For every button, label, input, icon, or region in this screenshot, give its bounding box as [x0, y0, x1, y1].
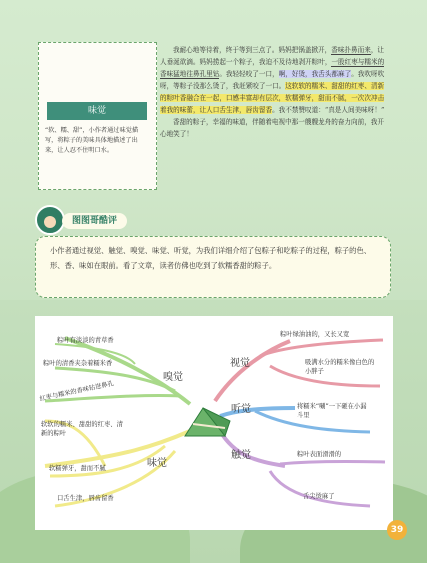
- taste-item: 口舌生津，唇齿留香: [57, 495, 114, 502]
- mind-map: [35, 316, 393, 530]
- essay-text: 。我吹呀吹呀，等粽子没那么烫了，我赶紧咬了一口。: [160, 70, 385, 90]
- smell-item: 粽叶的清香夹杂着糯米香: [43, 360, 113, 367]
- essay-passage: [160, 44, 388, 140]
- avatar-icon: [35, 205, 65, 235]
- branch-hearing-label: 听觉: [231, 404, 251, 415]
- smell-item: 粽叶有淡淡的青草香: [57, 337, 114, 344]
- page-number: 39: [387, 520, 407, 540]
- essay-paragraph: 香甜的粽子，幸福的味道，伴随着电视中那一艘艘龙舟的奋力向前，我开心地笑了！: [160, 118, 384, 138]
- branch-sight-label: 视觉: [230, 358, 250, 369]
- annotation-card-text: “软、糯、甜”，小作者通过味觉描写，将粽子的美味具体地描述了出来，让人忍不住明口水。: [45, 127, 139, 154]
- branch-smell-label: 嗅觉: [163, 372, 183, 383]
- hearing-item: 将糯米“唰”一下砸在小漏斗里: [297, 403, 367, 419]
- branch-touch-label: 触觉: [231, 450, 251, 461]
- smell-item: 红枣与糯米的香味钻进鼻孔: [39, 380, 115, 403]
- comment-badge: 图图哥酷评: [62, 213, 127, 229]
- underlined-phrase: 香味扑鼻而来: [331, 46, 371, 54]
- essay-text: 。我不禁赞叹道：“真是人间美味呀！”: [272, 106, 385, 114]
- essay-text: ，让人垂涎欲滴。妈妈捞起一个粽子，我迫不及待地剥开粽叶，: [160, 46, 384, 66]
- comment-text: 小作者通过视觉、触觉、嗅觉、味觉、听觉，为我们详细介绍了包粽子和吃粽子的过程，粽子的色、形、香、味如在眼前。看了文章，读者仿佛也吃到了软糯香甜的粽子。: [50, 246, 372, 270]
- branch-taste-label: 味觉: [147, 458, 167, 469]
- essay-paragraph: [160, 44, 388, 116]
- highlight-taste: 这软软的糯米、甜甜的红枣、清新的粽叶香融合在一起，口感丰富却有层次，软糯弹牙，甜而不腻，一次次冲击着我的味蕾，让人口舌生津，唇齿留香: [160, 82, 385, 114]
- essay-text: 我耐心地等待着，终于等到三点了。妈妈把锅盖掀开，: [173, 46, 332, 54]
- highlight-touch: 啊，好烫，我舌头都麻了: [278, 70, 352, 78]
- sight-item: 粽叶绿油油的，又长又宽: [280, 331, 350, 338]
- taste-item: 软软的糯米、甜甜的红枣、清新的粽叶: [41, 421, 123, 437]
- essay-text: 。我轻轻咬了一口，: [219, 70, 279, 78]
- annotation-card-title: 味觉: [47, 102, 147, 120]
- underlined-phrase: 一股红枣与糯米的香味猛地往鼻孔里钻: [160, 58, 385, 78]
- touch-item: 粽叶表面滑滑的: [297, 451, 342, 458]
- taste-item: 软糯弹牙，甜而不腻: [49, 465, 106, 472]
- touch-item: 舌尖烫麻了: [303, 493, 335, 500]
- sight-item: 吸满水分的糯米像白色的小胖子: [305, 359, 375, 375]
